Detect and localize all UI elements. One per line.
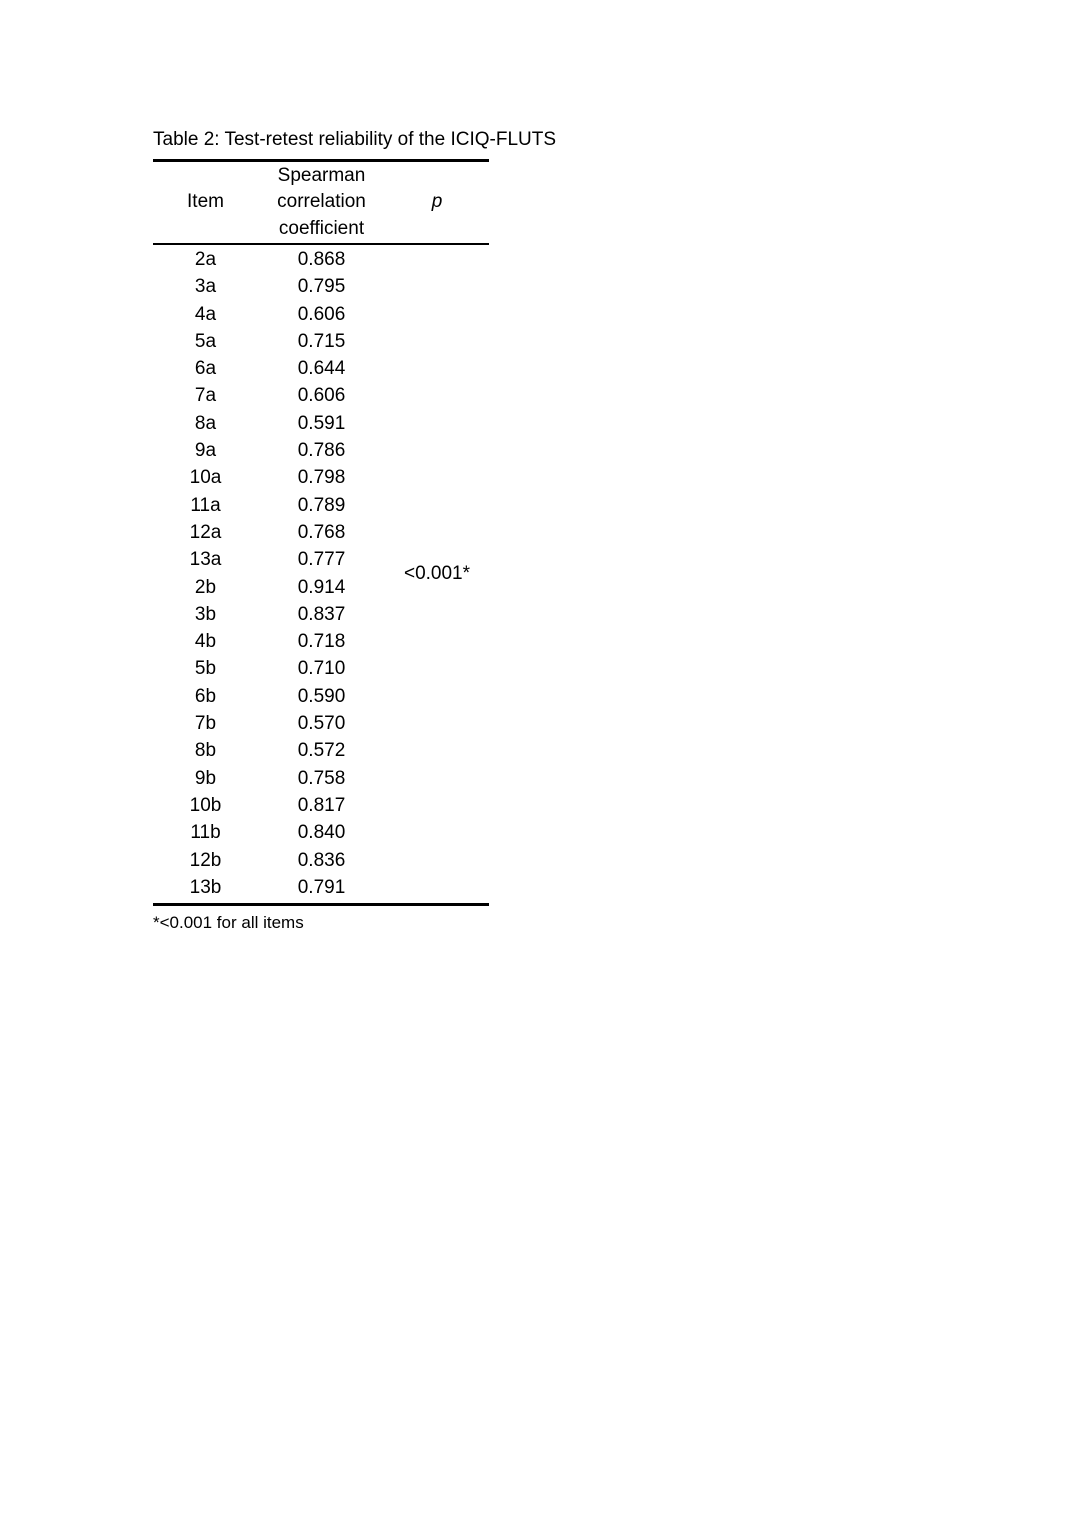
cell-coefficient: 0.710 <box>297 658 346 680</box>
cell-coefficient: 0.591 <box>297 412 346 434</box>
cell-coefficient: 0.570 <box>297 713 346 735</box>
cell-coefficient: 0.868 <box>297 249 346 270</box>
cell-coefficient: 0.795 <box>297 276 346 298</box>
cell-item: 3a <box>194 276 217 298</box>
cell-coefficient: 0.572 <box>297 740 346 762</box>
header-coefficient <box>258 163 385 243</box>
cell-item: 4a <box>194 303 217 325</box>
cell-coefficient: 0.836 <box>297 849 346 871</box>
cell-item: 2a <box>194 249 217 270</box>
table-footnote: *<0.001 for all items <box>153 913 304 932</box>
cell-coefficient: 0.606 <box>297 303 346 325</box>
cell-coefficient: 0.715 <box>297 330 346 352</box>
cell-item: 8b <box>194 740 217 762</box>
cell-item: 11a <box>190 494 221 516</box>
cell-coefficient: 0.758 <box>297 767 346 789</box>
cell-coefficient: 0.590 <box>297 685 346 707</box>
cell-coefficient: 0.644 <box>297 358 346 380</box>
cell-item: 8a <box>194 412 217 434</box>
cell-coefficient: 0.789 <box>297 494 346 516</box>
table-body <box>153 245 489 903</box>
cell-item: 11b <box>190 822 221 844</box>
cell-item: 5a <box>194 330 217 352</box>
header-p: p <box>431 191 443 213</box>
cell-item: 9a <box>194 440 217 462</box>
header-coefficient-line-1: Spearman <box>277 164 366 186</box>
reliability-table <box>153 159 489 906</box>
cell-item: 10b <box>189 794 222 816</box>
cell-coefficient: 0.768 <box>297 521 346 543</box>
cell-item: 5b <box>194 658 217 680</box>
cell-coefficient: 0.817 <box>297 794 346 816</box>
cell-coefficient: 0.606 <box>297 385 346 407</box>
table-caption: Table 2: Test-retest reliability of the ICIQ-FLUTS <box>153 129 557 150</box>
cell-coefficient: 0.798 <box>297 467 346 489</box>
cell-item: 12a <box>189 521 222 543</box>
cell-coefficient: 0.914 <box>297 576 346 598</box>
cell-coefficient: 0.718 <box>297 631 346 653</box>
cell-item: 6a <box>194 358 217 380</box>
cell-item: 10a <box>189 467 222 489</box>
header-item: Item <box>187 191 224 213</box>
cell-item: 4b <box>194 631 217 653</box>
cell-item: 13b <box>189 876 222 898</box>
cell-item: 7b <box>194 713 217 735</box>
cell-coefficient: 0.837 <box>297 603 346 625</box>
cell-item: 7a <box>194 385 217 407</box>
cell-item: 13a <box>189 549 222 571</box>
cell-item: 3b <box>194 603 217 625</box>
p-value-cell: <0.001* <box>403 563 471 585</box>
header-coefficient-line-3: coefficient <box>278 217 365 239</box>
table-header <box>153 162 489 245</box>
cell-coefficient: 0.791 <box>297 876 346 898</box>
cell-item: 12b <box>189 849 222 871</box>
cell-coefficient: 0.777 <box>297 549 346 571</box>
header-coefficient-line-2: correlation <box>277 191 366 213</box>
cell-item: 9b <box>194 767 217 789</box>
cell-item: 2b <box>194 576 217 598</box>
cell-item: 6b <box>194 685 217 707</box>
cell-coefficient: 0.840 <box>297 822 346 844</box>
cell-coefficient: 0.786 <box>297 440 346 462</box>
